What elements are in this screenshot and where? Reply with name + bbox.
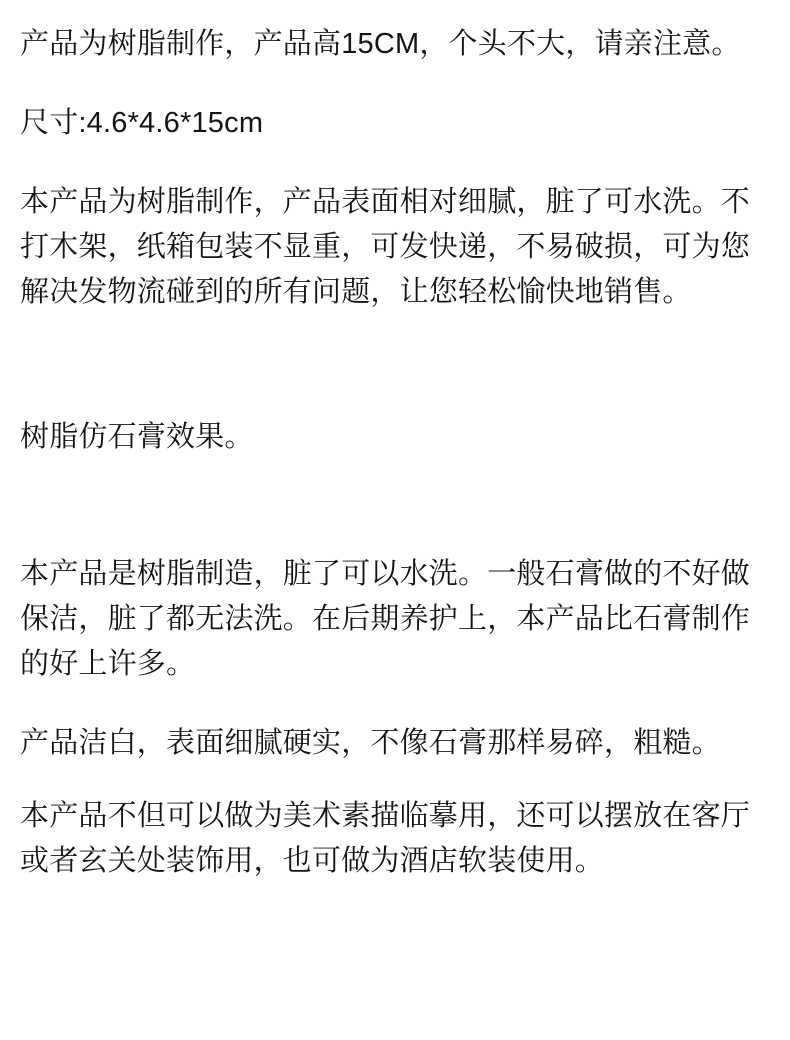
spacer <box>20 460 770 552</box>
spacer <box>20 687 770 721</box>
paragraph-plaster-effect: 树脂仿石膏效果。 <box>20 421 254 453</box>
paragraph-usage-scenarios: 本产品不但可以做为美术素描临摹用，还可以摆放在客厅或者玄关处装饰用，也可做为酒店软装使用。 <box>20 800 751 877</box>
spacer <box>20 766 770 794</box>
spacer <box>20 146 770 180</box>
paragraph-surface-quality: 产品洁白，表面细腻硬实，不像石膏那样易碎，粗糙。 <box>20 727 721 759</box>
paragraph-resin-washable-packaging: 本产品为树脂制作，产品表面相对细腻，脏了可水洗。不打木架，纸箱包装不显重，可发快递，不易破损，可为您解决发物流碰到的所有问题，让您轻松愉快地销售。 <box>20 186 751 308</box>
paragraph-dimensions: 尺寸:4.6*4.6*15cm <box>20 107 264 139</box>
paragraph-product-material-height: 产品为树脂制作，产品高15CM，个头不大，请亲注意。 <box>20 28 741 60</box>
paragraph-resin-vs-plaster-cleaning: 本产品是树脂制造，脏了可以水洗。一般石膏做的不好做保洁，脏了都无法洗。在后期养护上，本产品比石膏制作的好上许多。 <box>20 558 751 680</box>
spacer <box>20 67 770 101</box>
spacer <box>20 315 770 415</box>
